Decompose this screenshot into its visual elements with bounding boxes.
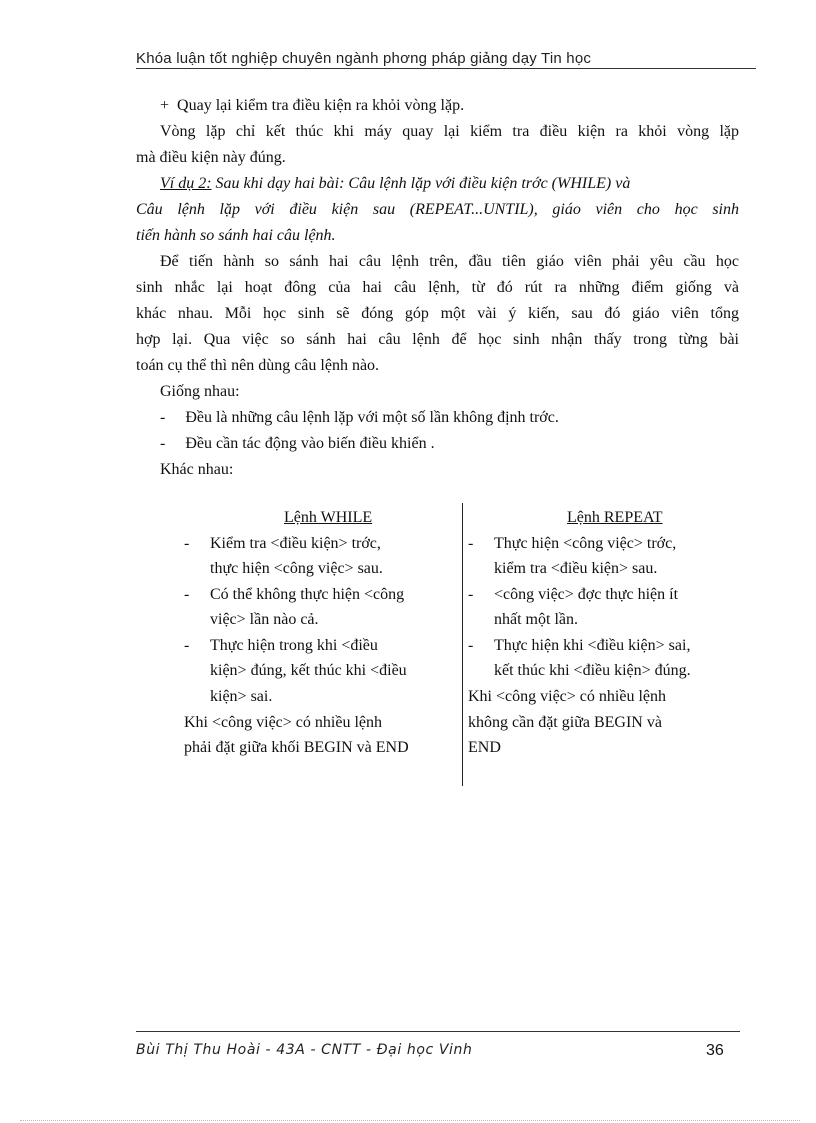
- similar-item-text: Đều là những câu lệnh lặp với một số lần không định trớc.: [185, 409, 559, 426]
- plus-marker: +: [160, 97, 170, 114]
- left-item-text: Kiểm tra <điều kiện> trớc,: [210, 535, 381, 552]
- right-item-text: Thực hiện khi <điều kiện> sai,: [494, 637, 691, 654]
- example-line1: [160, 171, 739, 197]
- para2-line3: khác nhau. Mỗi học sinh sẽ đóng góp một vài ý kiến, sau đó giáo viên tổng: [136, 305, 739, 322]
- left-item-text: kiện> đúng, kết thúc khi <điều: [210, 662, 407, 679]
- left-note: phải đặt giữa khối BEGIN và END: [184, 739, 409, 756]
- right-note: END: [468, 739, 501, 756]
- dash-marker: -: [468, 586, 474, 603]
- dash-marker: -: [468, 637, 474, 654]
- left-item-text: thực hiện <công việc> sau.: [210, 560, 383, 577]
- right-column-heading: Lệnh REPEAT: [567, 509, 663, 526]
- right-item-text: kết thúc khi <điều kiện> đúng.: [494, 662, 691, 679]
- similar-item: [160, 431, 435, 457]
- example-line2: Câu lệnh lặp với điều kiện sau (REPEAT...UNTIL), giáo viên cho học sinh: [136, 201, 739, 218]
- page-number: 36: [706, 1042, 724, 1059]
- left-item-text: kiện> sai.: [210, 688, 273, 705]
- dash-marker: -: [160, 409, 166, 426]
- para2-line2: sinh nhắc lại hoạt đông của hai câu lệnh, từ đó rút ra những điểm giống và: [136, 279, 739, 296]
- left-column-heading: Lệnh WHILE: [284, 509, 373, 526]
- left-note: Khi <công việc> có nhiều lệnh: [184, 714, 382, 731]
- page-header: Khóa luận tốt nghiệp chuyên ngành phơng pháp giảng dạy Tin học: [136, 50, 592, 67]
- para2-line1: Để tiến hành so sánh hai câu lệnh trên, đầu tiên giáo viên phải yêu cầu học: [160, 253, 739, 270]
- left-item-text: Thực hiện trong khi <điều: [210, 637, 378, 654]
- footer-rule: [136, 1031, 740, 1032]
- different-heading: Khác nhau:: [160, 461, 234, 478]
- footer-author: Bùi Thị Thu Hoài - 43A - CNTT - Đại học Vinh: [136, 1042, 473, 1058]
- left-item-text: việc> lần nào cả.: [210, 611, 319, 628]
- para2-line5: toán cụ thể thì nên dùng câu lệnh nào.: [136, 357, 380, 374]
- page-bottom-border: [20, 1120, 800, 1121]
- para2-line4: hợp lại. Qua việc so sánh hai câu lệnh để học sinh nhận thấy trong từng bài: [136, 331, 739, 348]
- para1-line2: mà điều kiện này đúng.: [136, 149, 286, 166]
- header-rule: [136, 68, 756, 69]
- plus-text: Quay lại kiểm tra điều kiện ra khỏi vòng lặp.: [177, 97, 465, 114]
- similar-item-text: Đều cần tác động vào biến điều khiển .: [185, 435, 435, 452]
- right-note: Khi <công việc> có nhiều lệnh: [468, 688, 666, 705]
- dash-marker: -: [184, 586, 190, 603]
- example-text1: Sau khi dạy hai bài: Câu lệnh lặp với điều kiện trớc (WHILE) và: [211, 175, 631, 192]
- similar-item: [160, 405, 559, 431]
- dash-marker: -: [468, 535, 474, 552]
- similar-heading: Giống nhau:: [160, 383, 240, 400]
- example-label: Ví dụ 2:: [160, 175, 212, 192]
- example-line3: tiến hành so sánh hai câu lệnh.: [136, 227, 336, 244]
- right-item-text: <công việc> đợc thực hiện ít: [494, 586, 679, 603]
- right-item-text: nhất một lần.: [494, 611, 578, 628]
- left-item-text: Có thể không thực hiện <công: [210, 586, 405, 603]
- table-column-divider: [462, 503, 463, 786]
- para1-line1: Vòng lặp chỉ kết thúc khi máy quay lại kiểm tra điều kiện ra khỏi vòng lặp: [160, 123, 739, 140]
- dash-marker: -: [160, 435, 166, 452]
- plus-item: [160, 93, 464, 119]
- right-item-text: kiểm tra <điều kiện> sau.: [494, 560, 658, 577]
- right-item-text: Thực hiện <công việc> trớc,: [494, 535, 677, 552]
- right-note: không cần đặt giữa BEGIN và: [468, 714, 662, 731]
- dash-marker: -: [184, 535, 190, 552]
- dash-marker: -: [184, 637, 190, 654]
